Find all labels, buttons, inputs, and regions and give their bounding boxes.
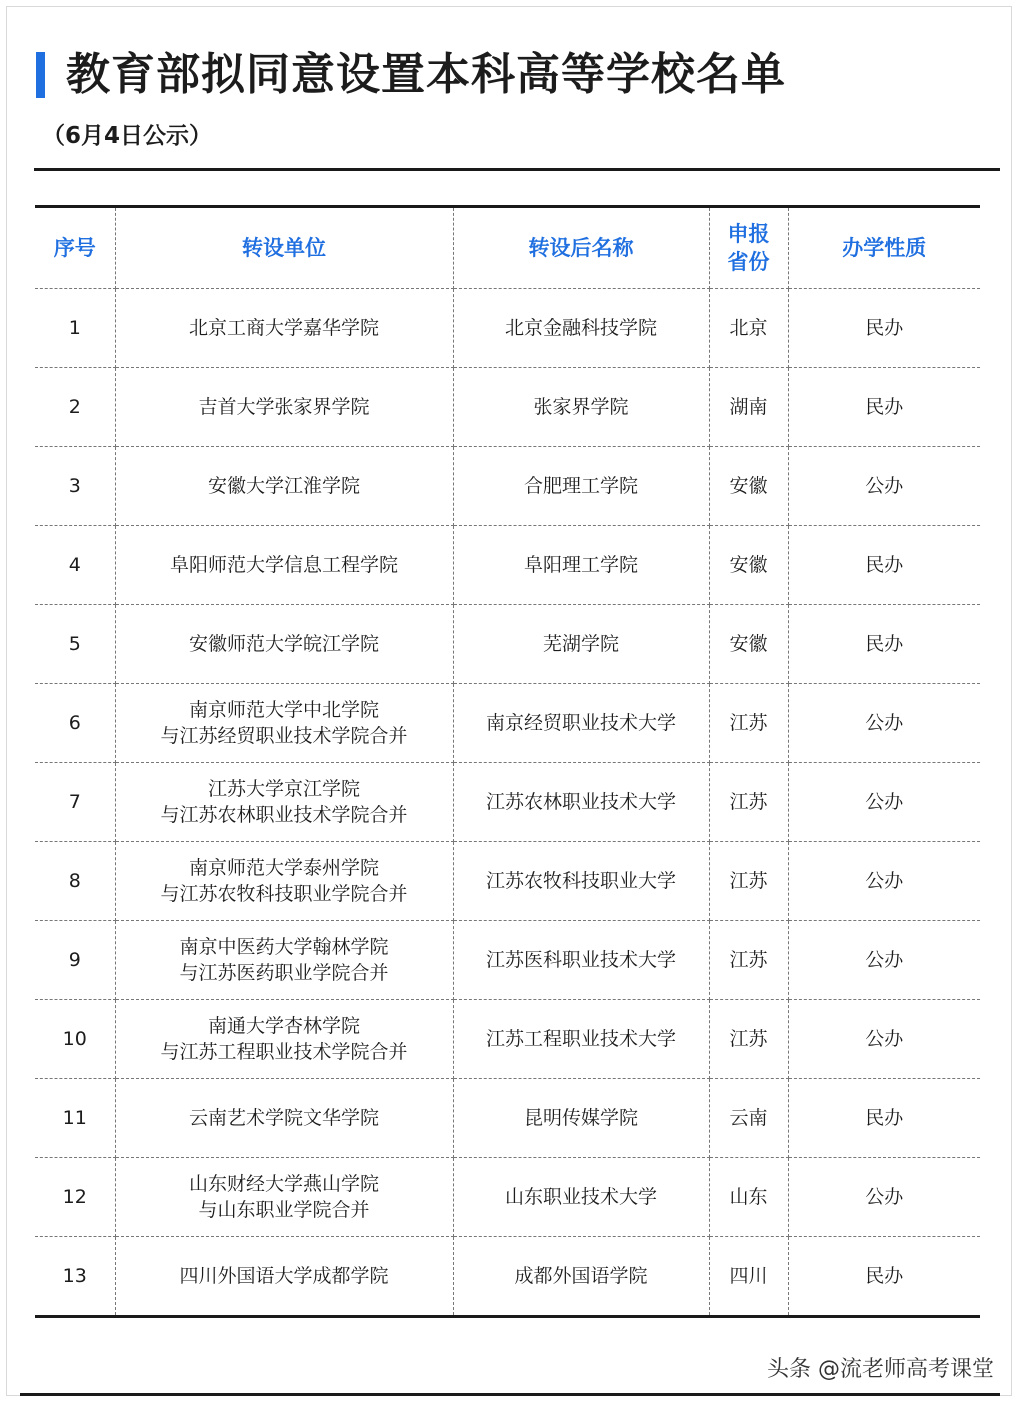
row-original-unit-line1: 南京师范大学泰州学院 (188, 857, 379, 879)
table-row (35, 763, 980, 842)
row-index: 7 (35, 763, 115, 842)
row-province: 江苏 (709, 921, 788, 1000)
row-original-unit (115, 289, 453, 368)
row-type: 公办 (788, 1158, 980, 1237)
row-province: 安徽 (709, 526, 788, 605)
row-province: 四川 (709, 1237, 788, 1317)
header-type: 办学性质 (788, 207, 980, 289)
row-type: 公办 (788, 921, 980, 1000)
row-province: 江苏 (709, 763, 788, 842)
row-original-unit-line1: 四川外国语大学成都学院 (179, 1265, 389, 1287)
row-original-unit (115, 763, 453, 842)
row-original-unit (115, 1158, 453, 1237)
header-province (709, 207, 788, 289)
table-row (35, 605, 980, 684)
row-original-unit-line1: 安徽大学江淮学院 (207, 475, 360, 497)
row-new-name: 江苏农牧科技职业大学 (453, 842, 709, 921)
row-type: 公办 (788, 684, 980, 763)
row-original-unit-line1: 南通大学杏林学院 (207, 1015, 360, 1037)
row-original-unit-line1: 云南艺术学院文华学院 (188, 1107, 379, 1129)
row-original-unit (115, 605, 453, 684)
row-original-unit-line1: 南京师范大学中北学院 (188, 699, 379, 721)
row-province: 湖南 (709, 368, 788, 447)
row-original-unit-line1: 江苏大学京江学院 (207, 778, 360, 800)
row-province: 安徽 (709, 605, 788, 684)
row-index: 6 (35, 684, 115, 763)
row-new-name: 阜阳理工学院 (453, 526, 709, 605)
row-index: 1 (35, 289, 115, 368)
row-province: 山东 (709, 1158, 788, 1237)
table-row (35, 1000, 980, 1079)
header-new-name: 转设后名称 (453, 207, 709, 289)
row-index: 12 (35, 1158, 115, 1237)
row-new-name: 江苏医科职业技术大学 (453, 921, 709, 1000)
table-row (35, 1237, 980, 1317)
row-index: 3 (35, 447, 115, 526)
table-row (35, 368, 980, 447)
row-original-unit (115, 921, 453, 1000)
row-type: 民办 (788, 289, 980, 368)
row-province: 江苏 (709, 684, 788, 763)
row-province: 江苏 (709, 842, 788, 921)
row-province: 江苏 (709, 1000, 788, 1079)
row-original-unit-line1: 安徽师范大学皖江学院 (188, 633, 379, 655)
row-original-unit (115, 1000, 453, 1079)
row-new-name: 南京经贸职业技术大学 (453, 684, 709, 763)
row-original-unit (115, 526, 453, 605)
header-original-unit: 转设单位 (115, 207, 453, 289)
table-row (35, 684, 980, 763)
row-index: 13 (35, 1237, 115, 1317)
row-type: 公办 (788, 842, 980, 921)
row-province: 云南 (709, 1079, 788, 1158)
page-title: 教育部拟同意设置本科高等学校名单 (66, 49, 786, 100)
row-type: 公办 (788, 1000, 980, 1079)
row-new-name: 成都外国语学院 (453, 1237, 709, 1317)
row-original-unit-line2: 与江苏医药职业学院合并 (179, 962, 389, 984)
row-type: 公办 (788, 447, 980, 526)
row-index: 2 (35, 368, 115, 447)
row-new-name: 昆明传媒学院 (453, 1079, 709, 1158)
header-divider (34, 168, 1000, 171)
table-row (35, 447, 980, 526)
row-index: 8 (35, 842, 115, 921)
row-type: 民办 (788, 605, 980, 684)
row-index: 4 (35, 526, 115, 605)
row-new-name: 合肥理工学院 (453, 447, 709, 526)
row-original-unit-line1: 南京中医药大学翰林学院 (179, 936, 389, 958)
row-province: 安徽 (709, 447, 788, 526)
table-header-row (35, 207, 980, 289)
row-original-unit-line2: 与山东职业学院合并 (198, 1199, 370, 1221)
table-row (35, 1158, 980, 1237)
row-original-unit-line2: 与江苏经贸职业技术学院合并 (160, 725, 408, 747)
table-row (35, 842, 980, 921)
footer-divider (20, 1393, 1000, 1396)
row-original-unit (115, 1237, 453, 1317)
row-original-unit-line2: 与江苏工程职业技术学院合并 (160, 1041, 408, 1063)
row-original-unit-line2: 与江苏农林职业技术学院合并 (160, 804, 408, 826)
row-original-unit-line1: 吉首大学张家界学院 (198, 396, 370, 418)
table-row (35, 289, 980, 368)
row-new-name: 山东职业技术大学 (453, 1158, 709, 1237)
row-original-unit (115, 1079, 453, 1158)
table-row (35, 921, 980, 1000)
row-original-unit (115, 684, 453, 763)
row-new-name: 江苏工程职业技术大学 (453, 1000, 709, 1079)
row-province: 北京 (709, 289, 788, 368)
row-type: 民办 (788, 1237, 980, 1317)
row-original-unit-line1: 阜阳师范大学信息工程学院 (169, 554, 398, 576)
row-new-name: 张家界学院 (453, 368, 709, 447)
row-index: 5 (35, 605, 115, 684)
row-type: 公办 (788, 763, 980, 842)
header-province-line2: 省份 (727, 250, 770, 274)
title-accent-bar (36, 52, 45, 98)
row-original-unit (115, 447, 453, 526)
table-row (35, 526, 980, 605)
row-index: 9 (35, 921, 115, 1000)
row-index: 11 (35, 1079, 115, 1158)
row-original-unit-line2: 与江苏农牧科技职业学院合并 (160, 883, 408, 905)
source-watermark: 头条 @流老师高考课堂 (767, 1357, 994, 1382)
row-original-unit (115, 842, 453, 921)
row-index: 10 (35, 1000, 115, 1079)
row-type: 民办 (788, 526, 980, 605)
row-original-unit-line1: 山东财经大学燕山学院 (188, 1173, 379, 1195)
row-new-name: 江苏农林职业技术大学 (453, 763, 709, 842)
row-new-name: 北京金融科技学院 (453, 289, 709, 368)
table-row (35, 1079, 980, 1158)
school-list-table (35, 205, 980, 1318)
row-type: 民办 (788, 1079, 980, 1158)
header-index: 序号 (35, 207, 115, 289)
row-original-unit (115, 368, 453, 447)
row-type: 民办 (788, 368, 980, 447)
header-province-line1: 申报 (727, 222, 770, 246)
row-original-unit-line1: 北京工商大学嘉华学院 (188, 317, 379, 339)
row-new-name: 芜湖学院 (453, 605, 709, 684)
page-subtitle: （6月4日公示） (42, 123, 213, 149)
